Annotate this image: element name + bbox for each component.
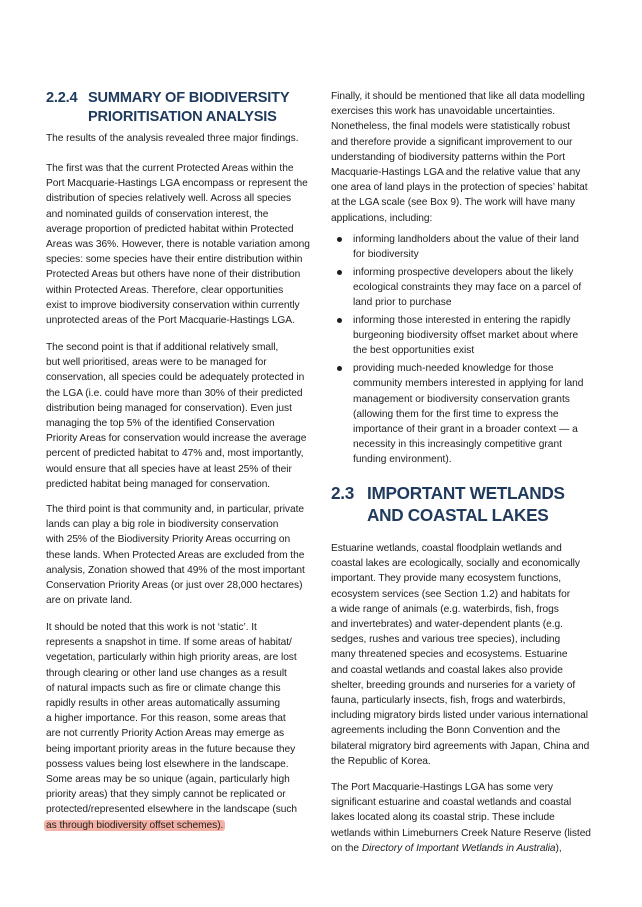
text-line: importance of their grant in a broader context — a	[353, 423, 578, 435]
publication-title: Directory of Important Wetlands in Australia	[361, 842, 556, 854]
text-line: informing landholders about the value of their land	[353, 234, 579, 245]
uncertainties-paragraph	[331, 89, 603, 226]
text-line: and nominated guilds of conservation interest, the	[46, 208, 269, 220]
bullet-icon	[337, 366, 342, 371]
text-line: vegetation, particularly within high priority areas, are lost	[46, 652, 297, 664]
text-line: Nonetheless, the final models were statistically robust	[331, 121, 571, 133]
text-line: burgeoning biodiversity offset market about where	[353, 330, 579, 342]
section-number: 2.3	[331, 483, 354, 503]
text-line: bilateral migratory bird agreements with Japan, China and	[331, 740, 590, 752]
text-line: protected/represented elsewhere in the landscape (such	[46, 804, 298, 816]
bullet-icon	[337, 318, 342, 323]
text-line: agreements including the Bonn Convention and the	[331, 725, 561, 737]
section-heading-2-3	[331, 482, 611, 526]
heading-line-1: IMPORTANT WETLANDS	[367, 483, 565, 503]
bullet-icon	[337, 270, 342, 275]
text-line: including migratory birds listed under various international	[331, 710, 588, 722]
text-line: being important priority areas in the future because they	[46, 743, 296, 755]
text-line: The first was that the current Protected Areas within the	[46, 163, 294, 174]
text-line: a higher importance. For this reason, some areas that	[46, 713, 286, 725]
text-line: Estuarine wetlands, coastal floodplain wetlands and	[331, 543, 562, 554]
heading-line-2: AND COASTAL LAKES	[367, 505, 549, 525]
text-line: are on private land.	[46, 595, 133, 607]
text-line: rapidly results in other areas automatically assuming	[46, 698, 281, 710]
text-line: Conservation Priority Areas (or just over 28,000 hectares)	[46, 580, 303, 592]
text-line: the best opportunities exist	[353, 345, 475, 357]
text-line: these lands. When Protected Areas are excluded from the	[46, 549, 305, 561]
text-line: and therefore provide a significant improvement to our	[331, 136, 573, 148]
text-line: funding environment).	[353, 454, 452, 466]
list-item	[331, 361, 603, 467]
text-line: within Protected Areas. Therefore, clear opportunities	[46, 284, 284, 296]
text-line: the Republic of Korea.	[331, 755, 431, 767]
text-line: (allowing them for the first time to express the	[353, 408, 559, 420]
text-line: The third point is that community and, in particular, private	[46, 504, 304, 515]
text-line: would ensure that all species have at least 25% of their	[46, 463, 292, 475]
wetlands-paragraph	[331, 541, 603, 769]
text-line: percent of predicted habitat to 47% and, most importantly,	[46, 448, 304, 460]
static-note-paragraph	[46, 620, 318, 833]
text-line: exist to improve biodiversity conservation within currently	[46, 299, 300, 311]
text-line: providing much-needed knowledge for those	[353, 363, 554, 375]
text-line: significant estuarine and coastal wetlands and coastal	[331, 797, 572, 809]
highlighted-text: as through biodiversity offset schemes).	[46, 819, 224, 831]
text-line: Port Macquarie-Hastings LGA encompass or represent the	[46, 178, 308, 190]
text-line: exercises this work has unavoidable uncertainties.	[331, 106, 556, 118]
text-line: are not currently Priority Action Areas may emerge as	[46, 728, 284, 740]
text-line: for biodiversity	[353, 249, 419, 261]
text-line: predicted habitat being managed for conservation.	[46, 478, 271, 490]
text-line: The second point is that if additional relatively small,	[46, 342, 279, 353]
text-line: conservation, all species could be adequately protected in	[46, 372, 305, 384]
text-line: It should be noted that this work is not ‘static’. It	[46, 622, 257, 633]
text-line: represents a snapshot in time. If some areas of habitat/	[46, 637, 292, 649]
text-line: average proportion of predicted habitat within Protected	[46, 223, 294, 235]
text-line: of natural impacts such as fire or climate change this	[46, 682, 281, 694]
text-line: ecological constraints they may face on a parcel of	[353, 282, 582, 294]
bullet-icon	[337, 237, 342, 242]
text-line: a wide range of animals (e.g. waterbirds, fish, frogs	[331, 603, 559, 615]
text-line: managing the top 5% of the identified Conservation	[46, 418, 275, 430]
text-line: Some areas may be so unique (again, particularly high	[46, 774, 290, 786]
text-line	[46, 818, 318, 833]
text-line: with 25% of the Biodiversity Priority Areas occurring on	[46, 534, 291, 546]
text-line: species: some species have their entire distribution within	[46, 254, 303, 266]
text-line: Protected Areas but others have none of their distribution	[46, 269, 301, 281]
text-line: sedges, rushes and various tree species), including	[331, 634, 561, 646]
text-line: lakes located along its coastal strip. These include	[331, 812, 555, 824]
text-line	[331, 841, 603, 856]
text-line: wetlands within Limeburners Creek Nature Reserve (listed	[331, 827, 591, 839]
first-finding-paragraph	[46, 161, 318, 328]
second-finding-paragraph	[46, 340, 318, 492]
heading-line-1: SUMMARY OF BIODIVERSITY	[88, 90, 290, 106]
text-line: understanding of biodiversity patterns within the Port	[331, 151, 566, 163]
text-line: priority areas) that they simply cannot be replicated or	[46, 789, 286, 801]
text-line: lands can play a big role in biodiversity conservation	[46, 519, 279, 531]
text-line: applications, including:	[331, 212, 433, 224]
port-macquarie-wetlands-paragraph	[331, 780, 603, 856]
applications-list	[331, 232, 603, 470]
text-line: at the LGA scale (see Box 9). The work will have many	[331, 197, 576, 209]
text-line: analysis, Zonation showed that 49% of the most important	[46, 564, 305, 576]
text-fragment: ),	[555, 842, 562, 854]
text-line: but well prioritised, areas were to be managed for	[46, 357, 267, 369]
list-item	[331, 313, 603, 359]
list-item	[331, 232, 603, 262]
text-line: shelter, breeding grounds and nurseries for a variety of	[331, 679, 576, 691]
text-fragment: on the	[331, 842, 362, 854]
text-line: unprotected areas of the Port Macquarie-Hastings LGA.	[46, 315, 295, 327]
third-finding-paragraph	[46, 502, 318, 608]
text-line: Areas was 36%. However, there is notable variation among	[46, 239, 310, 251]
text-line: land prior to purchase	[353, 297, 452, 309]
text-line: distribution of species relatively well. Across all species	[46, 193, 292, 205]
heading-line-2: PRIORITISATION ANALYSIS	[88, 109, 277, 125]
text-line: many threatened species and ecosystems. Estuarine	[331, 649, 568, 661]
text-line: possess values being lost elsewhere in the landscape.	[46, 758, 289, 770]
list-item	[331, 265, 603, 311]
text-line: and invertebrates) and water-dependent plants (e.g.	[331, 619, 563, 631]
text-line: one area of land plays in the protection of species’ habitat	[331, 182, 588, 194]
text-line: ecosystem services (see Section 1.2) and habitats for	[331, 588, 571, 600]
text-line: distribution being managed for conservation). Even just	[46, 402, 292, 414]
intro-paragraph: The results of the analysis revealed three major findings.	[46, 133, 299, 144]
text-line: fauna, particularly insects, fish, frogs and waterbirds,	[331, 695, 566, 707]
text-line: necessity in this increasingly competitive grant	[353, 439, 562, 451]
section-heading-2-2-4	[46, 89, 326, 127]
text-line: and coastal wetlands and coastal lakes also provide	[331, 664, 563, 676]
text-line: important. They provide many ecosystem functions,	[331, 573, 562, 585]
text-line: Finally, it should be mentioned that like all data modelling	[331, 91, 585, 102]
text-line: informing those interested in entering the rapidly	[353, 315, 571, 327]
text-line: Macquarie-Hastings LGA and the relative value that any	[331, 167, 581, 179]
text-line: the LGA (i.e. could have more than 30% of their predicted	[46, 387, 303, 399]
text-line: community members interested in applying for land	[353, 378, 584, 390]
section-number: 2.2.4	[46, 90, 78, 106]
text-line: The Port Macquarie-Hastings LGA has some very	[331, 782, 553, 793]
text-line: management or biodiversity conservation grants	[353, 393, 570, 405]
text-line: Priority Areas for conservation would increase the average	[46, 433, 307, 445]
text-line: through clearing or other land use changes as a result	[46, 667, 287, 679]
text-line: informing prospective developers about the likely	[353, 266, 574, 278]
text-line: coastal lakes are ecologically, socially and economically	[331, 558, 580, 570]
